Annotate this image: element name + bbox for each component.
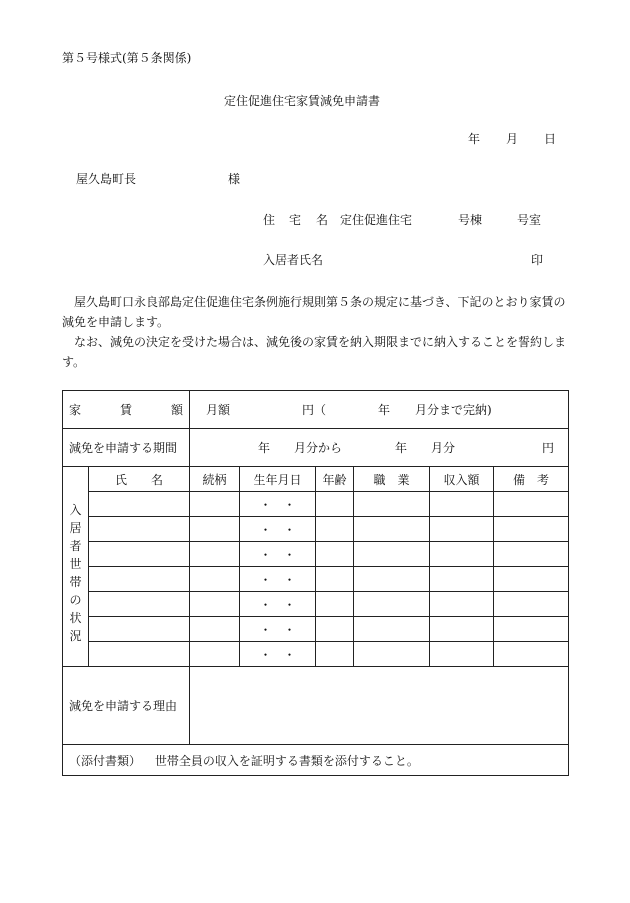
table-row: [63, 642, 569, 667]
rent-month-paid: 月分まで完納): [415, 403, 492, 417]
birthdate-cell[interactable]: ・ ・: [240, 567, 316, 592]
birthdate-cell[interactable]: ・ ・: [240, 642, 316, 667]
member-name-cell[interactable]: [89, 517, 190, 542]
member-name-cell[interactable]: [89, 567, 190, 592]
member-name-cell[interactable]: [89, 542, 190, 567]
household-label-char-3: 者: [69, 539, 82, 553]
addressee-name: 屋久島町長: [76, 172, 137, 186]
remarks-cell[interactable]: [494, 617, 569, 642]
building-number: 号棟: [458, 213, 483, 227]
addressee-honorific: 様: [228, 172, 241, 186]
remarks-cell[interactable]: [494, 592, 569, 617]
relationship-cell[interactable]: [190, 642, 240, 667]
period-month-from: 月分から: [294, 441, 343, 455]
reason-value[interactable]: [190, 667, 569, 745]
header-age: 年齢: [316, 467, 354, 492]
attachment-text: 世帯全員の収入を証明する書類を添付すること。: [154, 753, 419, 768]
period-year-to: 年: [395, 441, 408, 455]
member-name-cell[interactable]: [89, 617, 190, 642]
rent-monthly: 月額: [206, 403, 231, 417]
rent-label-char-2: 賃: [120, 403, 133, 417]
income-cell[interactable]: [430, 517, 494, 542]
rent-year: 年: [378, 403, 391, 417]
date-year: 年: [468, 132, 481, 146]
member-name-cell[interactable]: [89, 592, 190, 617]
rent-label-char-3: 額: [171, 403, 184, 417]
rent-label: [63, 391, 190, 429]
reason-row: [63, 667, 569, 745]
form-number: 第５号様式(第５条関係): [62, 51, 192, 65]
age-cell[interactable]: [316, 542, 354, 567]
occupation-cell[interactable]: [354, 492, 430, 517]
attachment-row: [63, 745, 569, 776]
age-cell[interactable]: [316, 642, 354, 667]
application-table: [62, 390, 569, 776]
age-cell[interactable]: [316, 592, 354, 617]
income-cell[interactable]: [430, 592, 494, 617]
household-label-char-5: 帯: [69, 575, 82, 589]
household-header-row: [63, 467, 569, 492]
member-name-cell[interactable]: [89, 492, 190, 517]
birthdate-cell[interactable]: ・ ・: [240, 517, 316, 542]
age-cell[interactable]: [316, 567, 354, 592]
seal-mark: 印: [531, 253, 544, 267]
income-cell[interactable]: [430, 542, 494, 567]
household-label-char-1: 入: [69, 503, 82, 517]
occupation-cell[interactable]: [354, 542, 430, 567]
household-label-char-7: 状: [69, 611, 82, 625]
housing-name: 定住促進住宅: [340, 213, 413, 227]
table-row: [63, 567, 569, 592]
remarks-cell[interactable]: [494, 642, 569, 667]
income-cell[interactable]: [430, 492, 494, 517]
occupation-cell[interactable]: [354, 517, 430, 542]
attachment-label: （添付書類）: [69, 753, 142, 768]
birthdate-cell[interactable]: ・ ・: [240, 542, 316, 567]
occupation-cell[interactable]: [354, 617, 430, 642]
income-cell[interactable]: [430, 642, 494, 667]
rent-value[interactable]: [190, 391, 569, 429]
relationship-cell[interactable]: [190, 517, 240, 542]
household-label-char-8: 況: [69, 629, 82, 643]
period-year-from: 年: [258, 441, 271, 455]
period-value[interactable]: [190, 429, 569, 467]
rent-yen: 円（: [302, 403, 327, 417]
date-month: 月: [506, 132, 519, 146]
document-title: 定住促進住宅家賃減免申請書: [224, 94, 381, 108]
age-cell[interactable]: [316, 617, 354, 642]
period-yen: 円: [542, 441, 555, 455]
remarks-cell[interactable]: [494, 542, 569, 567]
period-label: 減免を申請する期間: [63, 429, 190, 467]
header-name: 氏 名: [89, 467, 190, 492]
remarks-cell[interactable]: [494, 567, 569, 592]
reason-label: 減免を申請する理由: [63, 667, 190, 745]
table-row: [63, 592, 569, 617]
occupation-cell[interactable]: [354, 592, 430, 617]
body-paragraph-1: 屋久島町口永良部島定住促進住宅条例施行規則第５条の規定に基づき、下記のとおり家賃の減免を申請します。: [62, 295, 566, 329]
table-row: [63, 617, 569, 642]
body-text: [62, 292, 572, 372]
relationship-cell[interactable]: [190, 567, 240, 592]
birthdate-cell[interactable]: ・ ・: [240, 592, 316, 617]
attachment-note: [63, 745, 569, 776]
household-label-char-2: 居: [69, 521, 82, 535]
body-paragraph-2: なお、減免の決定を受けた場合は、減免後の家賃を納入期限までに納入することを誓約します。: [62, 335, 567, 369]
occupation-cell[interactable]: [354, 642, 430, 667]
relationship-cell[interactable]: [190, 542, 240, 567]
header-income: 収入額: [430, 467, 494, 492]
age-cell[interactable]: [316, 517, 354, 542]
table-row: [63, 517, 569, 542]
household-label-char-4: 世: [69, 557, 82, 571]
housing-label-char-2: 宅: [289, 213, 302, 227]
period-month-to: 月分: [431, 441, 456, 455]
table-row: [63, 492, 569, 517]
household-label: [63, 467, 89, 667]
household-label-char-6: の: [69, 593, 82, 607]
birthdate-cell[interactable]: ・ ・: [240, 492, 316, 517]
header-remarks: 備 考: [494, 467, 569, 492]
occupation-cell[interactable]: [354, 567, 430, 592]
income-cell[interactable]: [430, 567, 494, 592]
date-day: 日: [544, 132, 557, 146]
relationship-cell[interactable]: [190, 592, 240, 617]
housing-label-char-3: 名: [316, 213, 329, 227]
header-relationship: 続柄: [190, 467, 240, 492]
room-number: 号室: [517, 213, 542, 227]
income-cell[interactable]: [430, 617, 494, 642]
remarks-cell[interactable]: [494, 492, 569, 517]
header-birthdate: 生年月日: [240, 467, 316, 492]
period-row: [63, 429, 569, 467]
relationship-cell[interactable]: [190, 617, 240, 642]
resident-name-label: 入居者氏名: [263, 253, 324, 267]
member-name-cell[interactable]: [89, 642, 190, 667]
rent-row: [63, 391, 569, 429]
rent-label-char-1: 家: [69, 403, 82, 417]
header-occupation: 職 業: [354, 467, 430, 492]
birthdate-cell[interactable]: ・ ・: [240, 617, 316, 642]
age-cell[interactable]: [316, 492, 354, 517]
remarks-cell[interactable]: [494, 517, 569, 542]
relationship-cell[interactable]: [190, 492, 240, 517]
housing-label-char-1: 住: [263, 213, 276, 227]
table-row: [63, 542, 569, 567]
